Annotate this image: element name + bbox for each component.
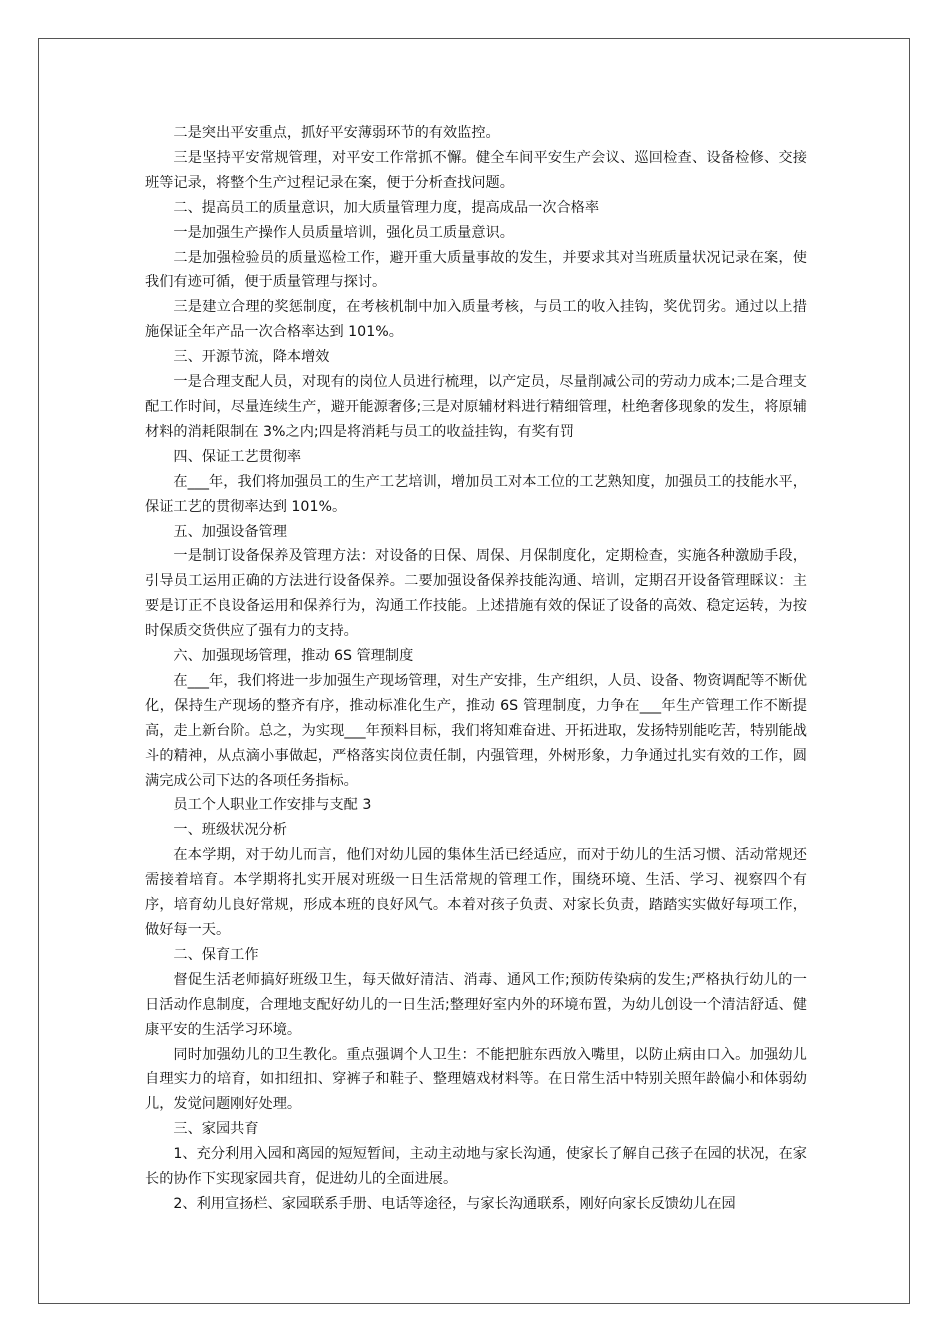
paragraph: 二是突出平安重点，抓好平安薄弱环节的有效监控。 (173, 125, 500, 141)
section-heading: 四、保证工艺贯彻率 (173, 448, 302, 465)
document-body (145, 121, 807, 1217)
paragraph: 二是加强检验员的质量巡检工作，避开重大质量事故的发生，并要求其对当班质量状况记录在案，使我们有迹可循，便于质量管理与探讨。 (145, 249, 807, 291)
section-heading: 二、提高员工的质量意识，加大质量管理力度，提高成品一次合格率 (173, 199, 600, 216)
section-heading: 六、加强现场管理，推动 6S 管理制度 (173, 648, 414, 665)
paragraph: 在本学期，对于幼儿而言，他们对幼儿园的集体生活已经适应，而对于幼儿的生活习惯、活动常规还需接着培育。本学期将扎实开展对班级一日生活常规的管理工作，围绕环境、生活、学习、视察四个有序，培育幼儿良好常规，形成本班的良好风气。本着对孩子负责、对家长负责，踏踏实实做好每项工作，做好每一天。 (145, 847, 807, 938)
document-title: 员工个人职业工作安排与支配 3 (173, 797, 372, 814)
paragraph: 1、充分利用入园和离园的短短暂间，主动主动地与家长沟通，使家长了解自己孩子在园的状况，在家长的协作下实现家园共育，促进幼儿的全面进展。 (145, 1146, 807, 1188)
section-heading: 三、家园共育 (173, 1121, 259, 1138)
paragraph: 在___年，我们将进一步加强生产现场管理，对生产安排，生产组织，人员、设备、物资调配等不断优化，保持生产现场的整齐有序，推动标准化生产，推动 6S 管理制度，力争在___年生产管理工作不断提高，走上新台阶。总之，为实现___年预料目标，我们将知难奋进、开拓进取，发扬特别能吃苦，特别能战斗的精神，从点滴小事做起，严格落实岗位责任制，内强管理，外树形象，力争通过扎实有效的工作，圆满完成公司下达的各项任务指标。 (145, 672, 807, 789)
section-heading: 五、加强设备管理 (173, 523, 287, 540)
paragraph: 三是坚持平安常规管理，对平安工作常抓不懈。健全车间平安生产会议、巡回检查、设备检修、交接班等记录，将整个生产过程记录在案，便于分析查找问题。 (145, 149, 807, 191)
paragraph: 一是合理支配人员，对现有的岗位人员进行梳理，以产定员，尽量削减公司的劳动力成本;二是合理支配工作时间，尽量连续生产，避开能源奢侈;三是对原辅材料进行精细管理，杜绝奢侈现象的发生，将原辅材料的消耗限制在 3%之内;四是将消耗与员工的收益挂钩，有奖有罚 (145, 374, 807, 440)
paragraph: 一是加强生产操作人员质量培训，强化员工质量意识。 (173, 224, 514, 241)
paragraph: 督促生活老师搞好班级卫生，每天做好清洁、消毒、通风工作;预防传染病的发生;严格执行幼儿的一日活动作息制度，合理地支配好幼儿的一日生活;整理好室内外的环境布置，为幼儿创设一个清洁舒适、健康平安的生活学习环境。 (145, 971, 807, 1038)
section-heading: 二、保育工作 (173, 946, 259, 963)
section-heading: 三、开源节流，降本增效 (173, 349, 330, 366)
paragraph: 2、利用宣扬栏、家园联系手册、电话等途径，与家长沟通联系，刚好向家长反馈幼儿在园 (173, 1195, 736, 1212)
section-heading: 一、班级状况分析 (173, 822, 287, 839)
paragraph: 同时加强幼儿的卫生教化。重点强调个人卫生：不能把脏东西放入嘴里，以防止病由口入。加强幼儿自理实力的培育，如扣纽扣、穿裤子和鞋子、整理嬉戏材料等。在日常生活中特别关照年龄偏小和体弱幼儿，发觉问题刚好处理。 (145, 1046, 807, 1113)
paragraph: 一是制订设备保养及管理方法：对设备的日保、周保、月保制度化，定期检查，实施各种激励手段，引导员工运用正确的方法进行设备保养。二要加强设备保养技能沟通、培训，定期召开设备管理睬议：主要是订正不良设备运用和保养行为，沟通工作技能。上述措施有效的保证了设备的高效、稳定运转，为按时保质交货供应了强有力的支持。 (145, 548, 807, 640)
paragraph: 在___年，我们将加强员工的生产工艺培训，增加员工对本工位的工艺熟知度，加强员工的技能水平，保证工艺的贯彻率达到 101%。 (145, 473, 807, 515)
paragraph: 三是建立合理的奖惩制度，在考核机制中加入质量考核，与员工的收入挂钩，奖优罚劣。通过以上措施保证全年产品一次合格率达到 101%。 (145, 299, 807, 341)
